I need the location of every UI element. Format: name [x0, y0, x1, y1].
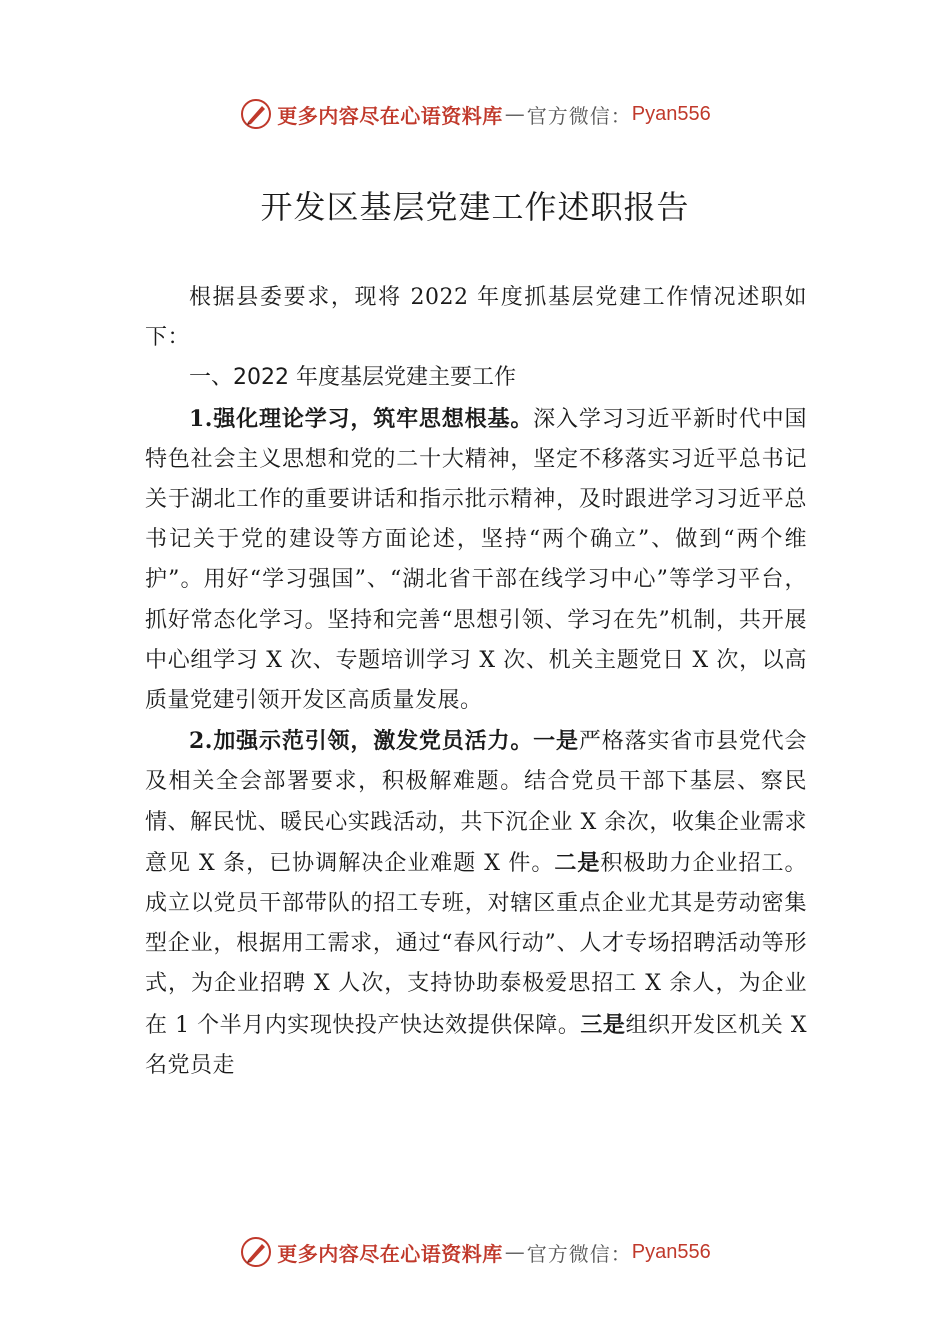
item2-lead: 2.加强示范引领，激发党员活力。 [189, 728, 534, 755]
watermark-sub-text: 官方微信： [526, 1241, 632, 1266]
watermark-main-text: 更多内容尽在心语资料库 [277, 103, 503, 128]
watermark-footer [0, 1232, 950, 1272]
item2-mark-3: 三是 [580, 1011, 626, 1038]
item2-mark-1: 一是 [533, 728, 579, 755]
watermark-header [0, 94, 950, 134]
item2-paragraph [145, 721, 807, 1086]
watermark-wechat-id: Pyan556 [631, 102, 711, 125]
watermark-dash: — [504, 102, 525, 126]
watermark-wechat-id: Pyan556 [631, 1240, 711, 1263]
quill-seal-icon [239, 1235, 273, 1269]
watermark-sub-text: 官方微信： [526, 103, 632, 128]
item2-text-2: 积极助力企业招工。成立以党员干部带队的招工专班，对辖区重点企业尤其是劳动密集型企业，根据用工需求，通过“春风行动”、人才专场招聘活动等形式，为企业招聘 X 人次，支持协助泰极爱思招工 X 余人，为企业在 1 个半月内实现快投产快达效提供保障。 [145, 850, 807, 1038]
document-title: 开发区基层党建工作述职报告 [260, 188, 690, 226]
watermark-main-text: 更多内容尽在心语资料库 [277, 1241, 503, 1266]
item2-mark-2: 二是 [554, 849, 601, 876]
document-body [145, 278, 807, 1086]
intro-paragraph: 根据县委要求，现将 2022 年度抓基层党建工作情况述职如下： [145, 285, 807, 351]
item2-text-3: 组织开发区机关 X 名党员走 [145, 1012, 807, 1078]
item1-body: 深入学习习近平新时代中国特色社会主义思想和党的二十大精神，坚定不移落实习近平总书记关于湖北工作的重要讲话和指示批示精神，及时跟进学习习近平总书记关于党的建设等方面论述，坚持“两个确立”、做到“两个维护”。用好“学习强国”、“湖北省干部在线学习中心”等学习平台，抓好常态化学习。坚持和完善“思想引领、学习在先”机制，共开展中心组学习 X 次、专题培训学习 X 次、机关主题党日 X 次，以高质量党建引领开发区高质量发展。 [145, 406, 807, 714]
item1-lead: 1.强化理论学习，筑牢思想根基。 [189, 405, 534, 432]
quill-seal-icon [239, 97, 273, 131]
item1-paragraph [145, 399, 807, 722]
item2-text-1: 严格落实省市县党代会及相关全会部署要求，积极解难题。结合党员干部下基层、察民情、解民忧、暖民心实践活动，共下沉企业 X 余次，收集企业需求意见 X 条，已协调解决企业难题 X 件。 [145, 729, 807, 876]
section-heading: 一、2022 年度基层党建主要工作 [189, 365, 516, 391]
watermark-dash: — [504, 1240, 525, 1264]
